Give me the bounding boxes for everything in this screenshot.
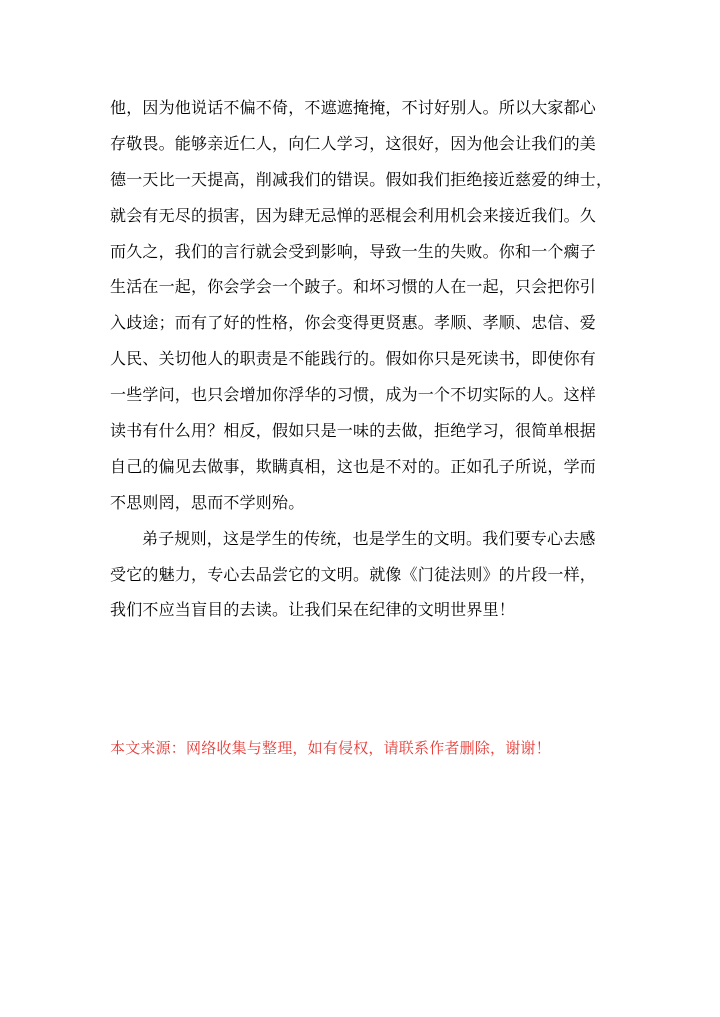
paragraph-1-line-6: 生活在一起，你会学会一个跛子。和坏习惯的人在一起，只会把你引: [110, 277, 597, 297]
paragraph-2-line-1: 弟子规则，这是学生的传统，也是学生的文明。我们要专心去感: [142, 528, 596, 548]
document-body: [110, 90, 630, 628]
paragraph-1-line-5: 而久之，我们的言行就会受到影响，导致一生的失败。你和一个瘸子: [110, 241, 597, 261]
paragraph-1-line-3: 德一天比一天提高，削减我们的错误。假如我们拒绝接近慈爱的绅士，: [110, 169, 613, 189]
source-note: 本文来源：网络收集与整理，如有侵权，请联系作者删除，谢谢！: [110, 739, 551, 757]
paragraph-1-line-7: 入歧途；而有了好的性格，你会变得更贤惠。孝顺、孝顺、忠信、爱: [110, 313, 597, 333]
paragraph-1-line-8: 人民、关切他人的职责是不能践行的。假如你只是死读书，即使你有: [110, 349, 597, 369]
paragraph-1-line-12: 不思则罔，思而不学则殆。: [110, 492, 305, 512]
paragraph-2-line-2: 受它的魅力，专心去品尝它的文明。就像《门徒法则》的片段一样，: [110, 564, 597, 584]
paragraph-1-line-11: 自己的偏见去做事，欺瞒真相，这也是不对的。正如孔子所说，学而: [110, 456, 597, 476]
paragraph-1-line-2: 存敬畏。能够亲近仁人，向仁人学习，这很好，因为他会让我们的美: [110, 133, 597, 153]
paragraph-1-line-10: 读书有什么用？相反，假如只是一味的去做，拒绝学习，很简单根据: [110, 421, 597, 441]
paragraph-1-line-9: 一些学问，也只会增加你浮华的习惯，成为一个不切实际的人。这样: [110, 385, 597, 405]
paragraph-2-line-3: 我们不应当盲目的去读。让我们呆在纪律的文明世界里！: [110, 600, 516, 620]
paragraph-1-line-4: 就会有无尽的损害，因为肆无忌惮的恶棍会利用机会来接近我们。久: [110, 205, 597, 225]
paragraph-1-line-1: 他，因为他说话不偏不倚，不遮遮掩掩，不讨好别人。所以大家都心: [110, 98, 597, 117]
